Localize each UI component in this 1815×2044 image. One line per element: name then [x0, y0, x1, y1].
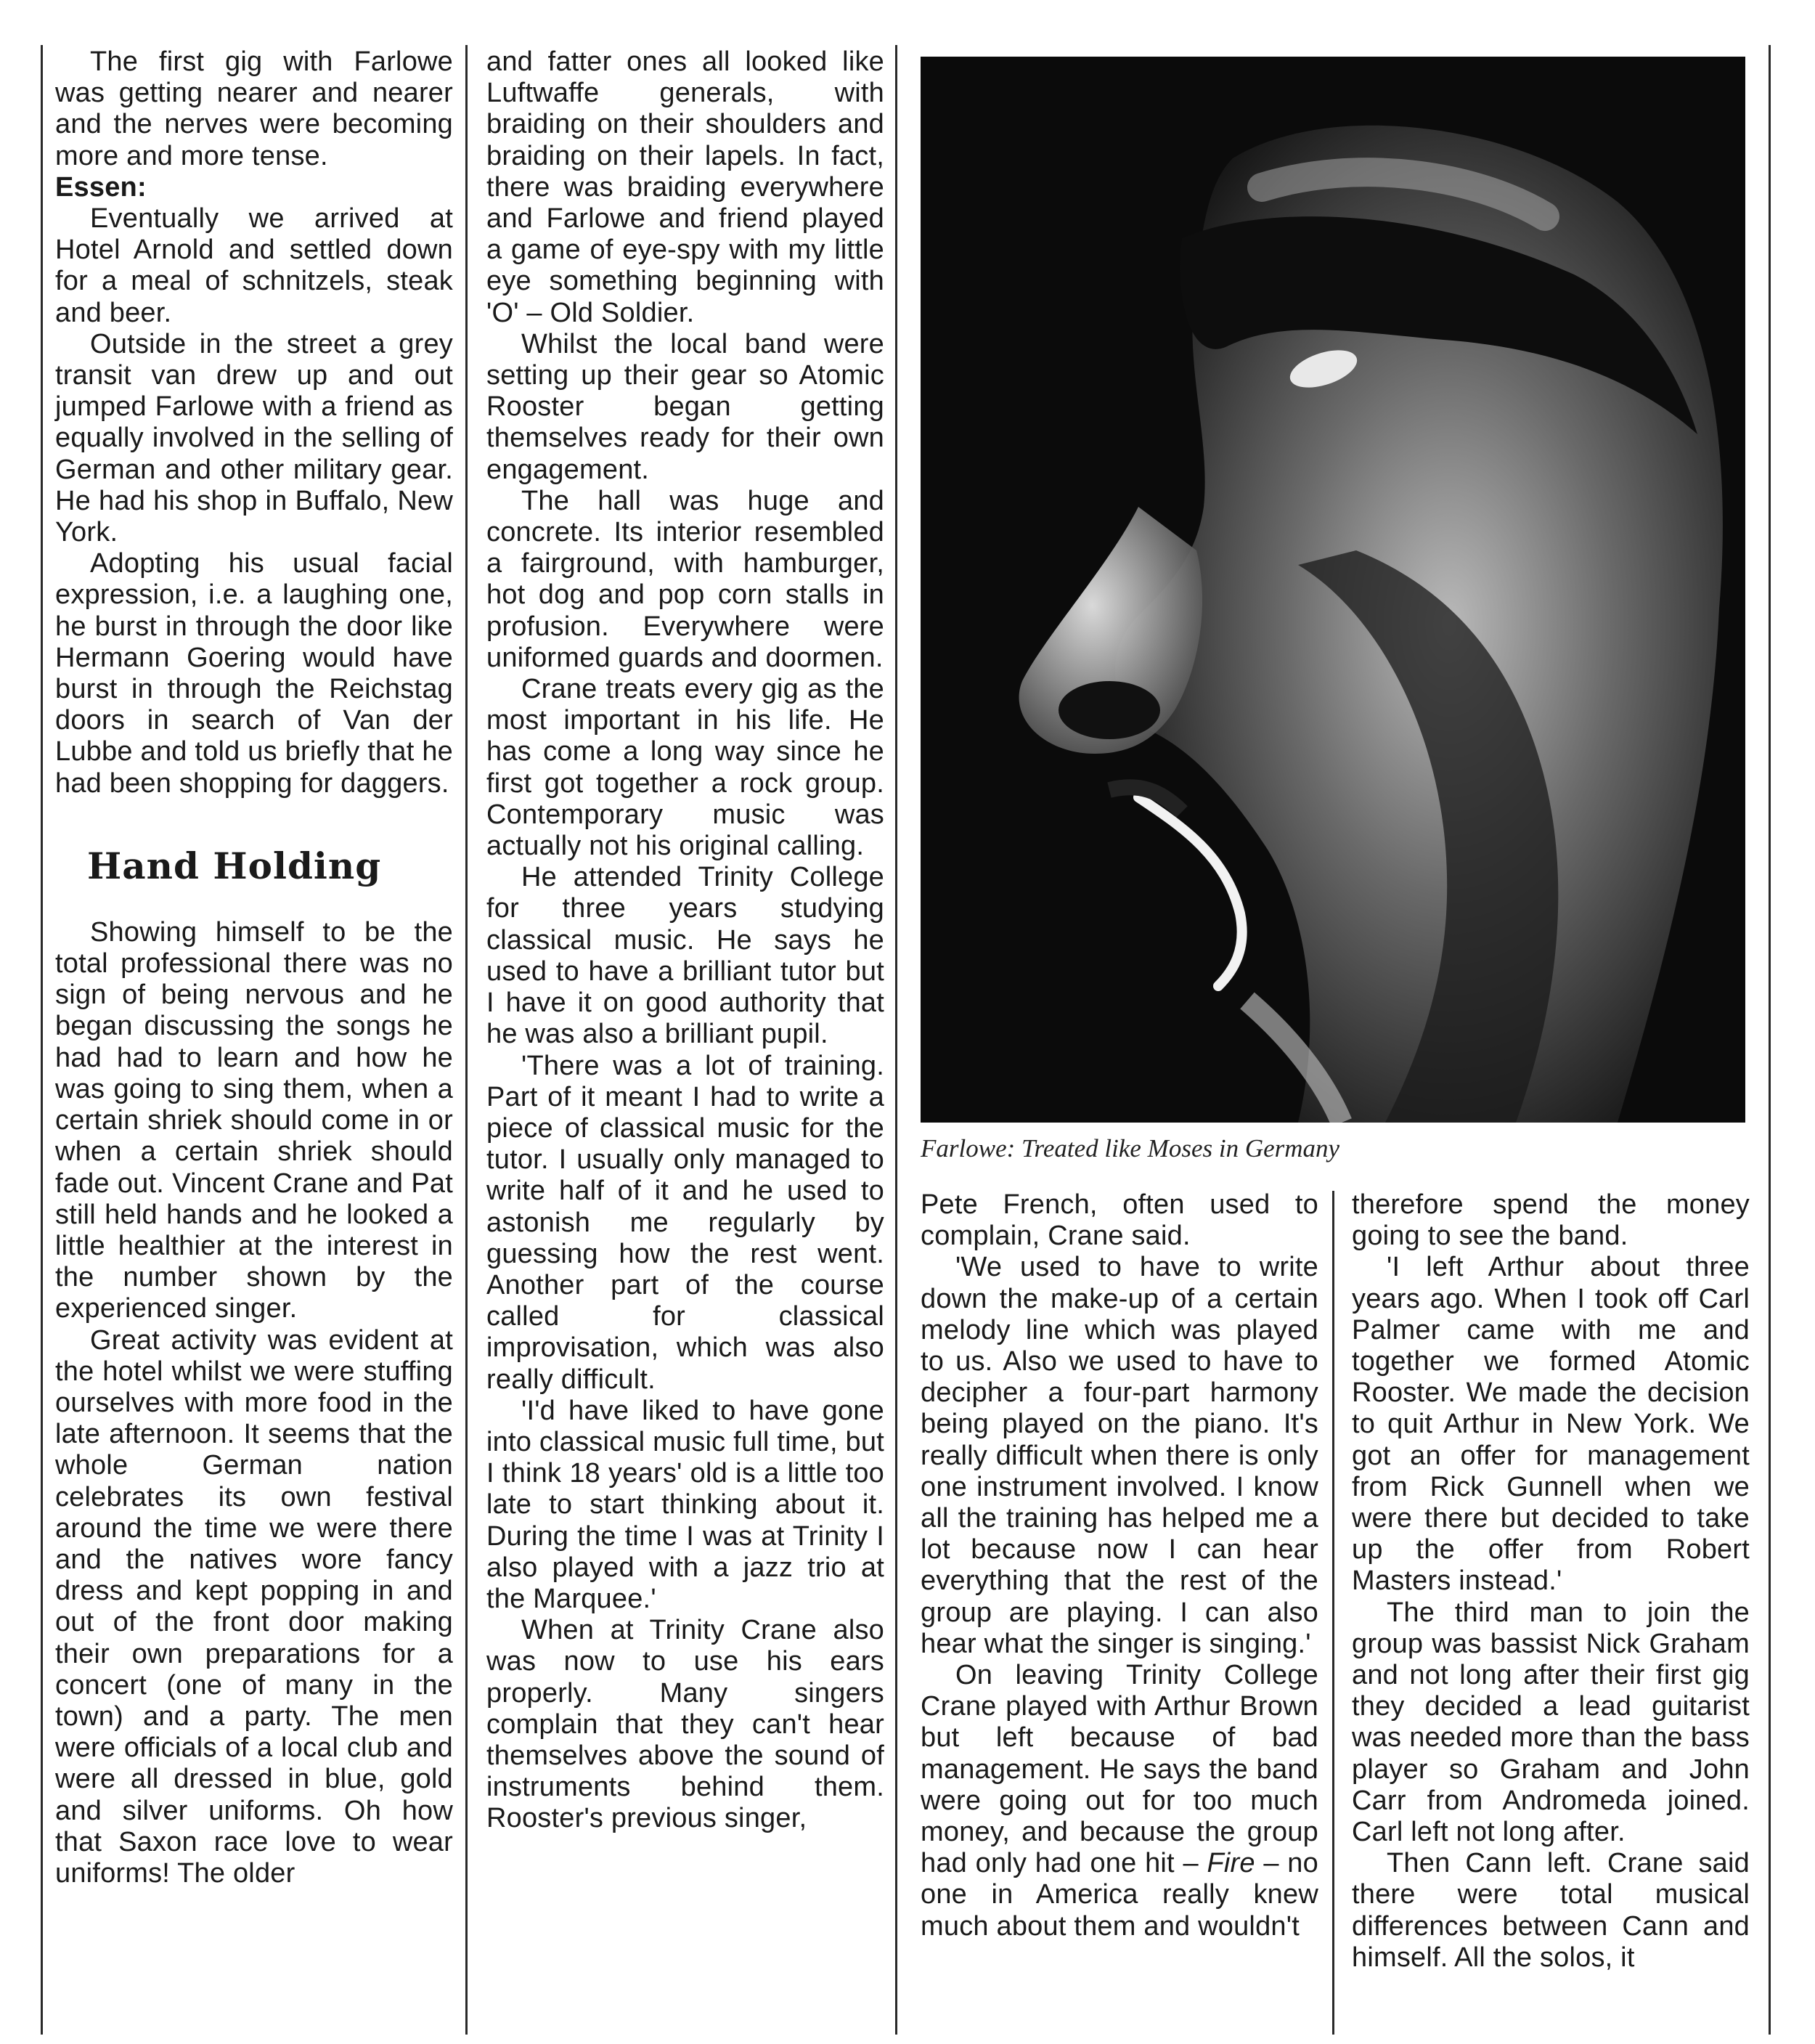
col2-paragraph: The hall was huge and concrete. Its interior resembled a fairground, with hamburger, hot dog and pop corn stalls in profusion. Everywhere were uniformed guards and doormen. — [486, 485, 884, 673]
col2-paragraph: 'There was a lot of training. Part of it meant I had to write a piece of classical music for the tutor. I usually only managed to write half of it and he used to astonish me regularly by guessing how the rest went. Another part of the course called for classical improvisation, which was also really difficult. — [486, 1050, 884, 1395]
col3-text-part: – no one in America really knew much about them and wouldn't — [921, 1848, 1318, 1942]
col3-text-part: On leaving Trinity College Crane played with Arthur Brown but left because of bad management. He says the band were going out for too much money, and because the group had only had one hit – — [921, 1660, 1318, 1879]
photo-caption: Farlowe: Treated like Moses in Germany — [921, 1134, 1340, 1163]
col4-paragraph: therefore spend the money going to see the band. — [1352, 1189, 1750, 1252]
col2-paragraph: Whilst the local band were setting up their gear so Atomic Rooster began getting themselves ready for their own engagement. — [486, 328, 884, 485]
left-margin-rule — [41, 45, 43, 2035]
col3-paragraph: 'We used to have to write down the make-up of a certain melody line which was played to us. Also we used to have to decipher a four-part harmony being played on the piano. It's really difficult when there is only one instrument involved. I know all the training has helped me a lot because now I can hear everything that the rest of the group are playing. I can also hear what the singer is singing.' — [921, 1252, 1318, 1659]
col1-paragraph: Showing himself to be the total professional there was no sign of being nervous and he began discussing the songs he had had to learn and how he was going to sing them, when a certain shriek should come in or when a certain shriek should fade out. Vincent Crane and Pat still held hands and he looked a little healthier at the interest in the number shown by the experienced singer. — [55, 916, 453, 1324]
col3-paragraph — [921, 1660, 1318, 1942]
article-column-1 — [55, 46, 453, 1889]
column-rule-1 — [465, 45, 468, 2035]
column-rule-2 — [895, 45, 897, 2035]
farlowe-portrait-photo — [921, 57, 1745, 1123]
col2-paragraph: He attended Trinity College for three years studying classical music. He says he used to have a brilliant tutor but I have it on good authority that he was also a brilliant pupil. — [486, 862, 884, 1050]
article-column-4 — [1352, 1189, 1750, 1974]
col1-paragraph: Great activity was evident at the hotel whilst we were stuffing ourselves with more food in the late afternoon. It seems that the whole German nation celebrates its own festival around the time we were there and the natives wore fancy dress and kept popping in and out of the front door making their own preparations for a concert (one of many in the town) and a party. The men were officials of a local club and were all dressed in blue, gold and silver uniforms. Oh how that Saxon race love to wear uniforms! The older — [55, 1324, 453, 1889]
col1-paragraph: Outside in the street a grey transit van drew up and out jumped Farlowe with a friend as equally involved in the selling of German and other military gear. He had his shop in Buffalo, New York. — [55, 328, 453, 548]
col2-paragraph: and fatter ones all looked like Luftwaffe generals, with braiding on their shoulders and braiding on their lapels. In fact, there was braiding everywhere and Farlowe and friend played a game of eye-spy with my little eye something beginning with 'O' – Old Soldier. — [486, 46, 884, 328]
col4-paragraph: 'I left Arthur about three years ago. When I took off Carl Palmer came with me and together we formed Atomic Rooster. We made the decision to quit Arthur in New York. We got an offer for management from Rick Gunnell when we were there but decided to take up the offer from Robert Masters instead.' — [1352, 1252, 1750, 1597]
section-subhead-essen: Essen: — [55, 171, 147, 203]
article-column-3 — [921, 1189, 1318, 1942]
article-column-2 — [486, 46, 884, 1835]
col1-paragraph: Eventually we arrived at Hotel Arnold and settled down for a meal of schnitzels, steak and beer. — [55, 203, 453, 328]
col3-paragraph: Pete French, often used to complain, Crane said. — [921, 1189, 1318, 1252]
col4-paragraph: The third man to join the group was bassist Nick Graham and not long after their first gig they decided a lead guitarist was needed more than the bass player so Graham and John Carr from Andromeda joined. Carl left not long after. — [1352, 1597, 1750, 1848]
right-margin-rule — [1769, 45, 1771, 2035]
song-title-fire: Fire — [1207, 1848, 1255, 1879]
col1-paragraph: Adopting his usual facial expression, i.e. a laughing one, he burst in through the door like Hermann Goering would have burst in through the Reichstag doors in search of Van der Lubbe and told us briefly that he had been shopping for daggers. — [55, 548, 453, 799]
col2-paragraph: When at Trinity Crane also was now to use his ears properly. Many singers complain that they can't hear themselves above the sound of instruments behind them. Rooster's previous singer, — [486, 1615, 884, 1834]
col2-paragraph: Crane treats every gig as the most important in his life. He has come a long way since he first got together a rock group. Contemporary music was actually not his original calling. — [486, 674, 884, 862]
column-rule-3 — [1332, 1191, 1334, 2035]
col4-paragraph: Then Cann left. Crane said there were total musical differences between Cann and himself. All the solos, it — [1352, 1848, 1750, 1973]
col1-paragraph: The first gig with Farlowe was getting nearer and nearer and the nerves were becoming more and more tense. — [55, 46, 453, 171]
section-heading: Hand Holding — [87, 844, 382, 887]
col2-paragraph: 'I'd have liked to have gone into classical music full time, but I think 18 years' old is a little too late to start thinking about it. During the time I was at Trinity I also played with a jazz trio at the Marquee.' — [486, 1395, 884, 1614]
portrait-illustration — [921, 57, 1745, 1123]
